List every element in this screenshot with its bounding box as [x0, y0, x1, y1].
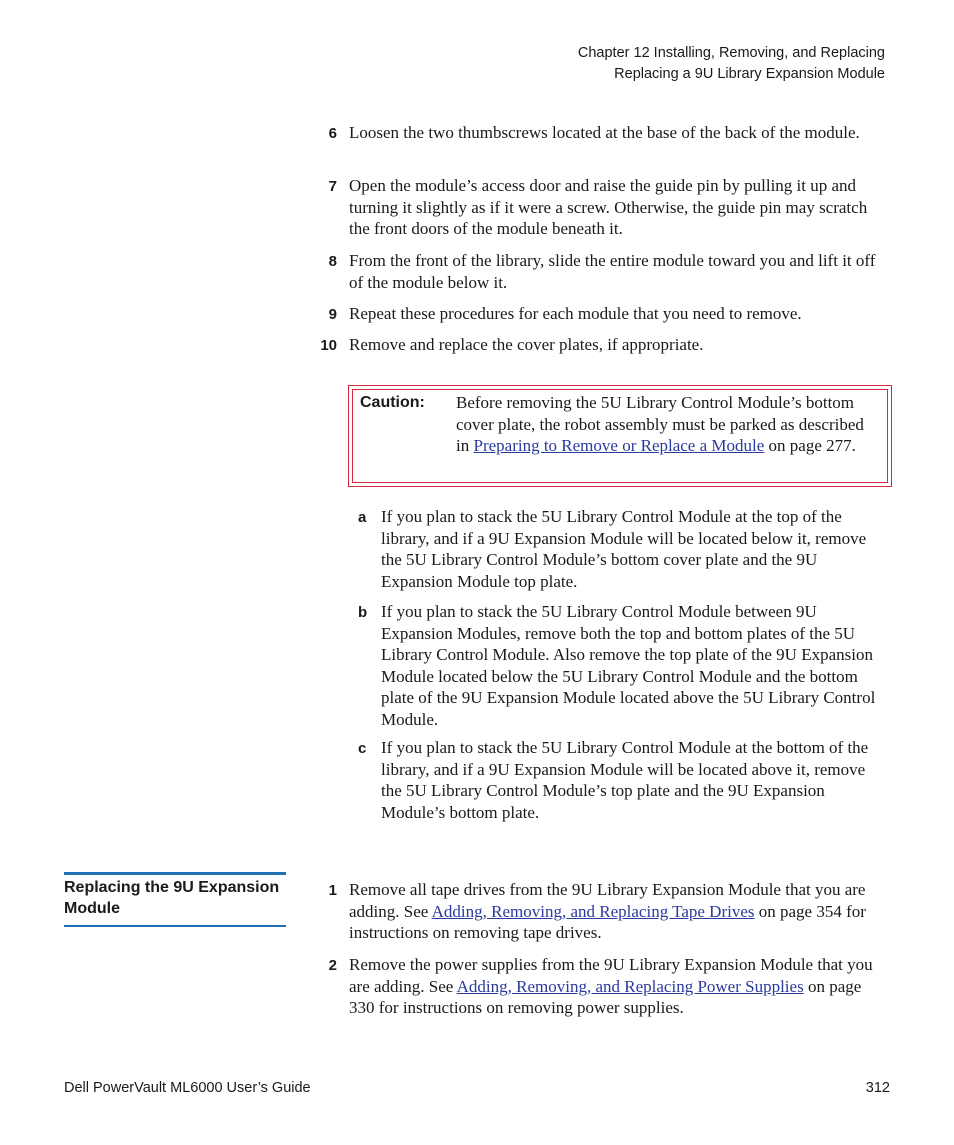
step-number: 10 [320, 337, 337, 354]
step-number: 1 [328, 882, 337, 899]
step-item [310, 250, 890, 293]
step-text-before: Remove the power supplies from the 9U Library Expansion Module that you are adding. See [349, 955, 873, 996]
caution-text-before: Before removing the 5U Library Control Module’s bottom cover plate, the robot assembly must be parked as described in [456, 393, 864, 455]
step-text: Loosen the two thumbscrews located at the base of the back of the module. [349, 123, 860, 142]
side-heading-rule-top [64, 872, 286, 875]
cross-reference-link[interactable]: Adding, Removing, and Replacing Power Supplies [456, 976, 804, 996]
header-section: Replacing a 9U Library Expansion Module [614, 65, 885, 82]
substep-text: If you plan to stack the 5U Library Control Module at the top of the library, and if a 9U Expansion Module will be located below it, remove the 5U Library Control Module’s bottom cover plate and the 9U Expansion Module top plate. [381, 507, 867, 591]
step-text-before: Remove all tape drives from the 9U Library Expansion Module that you are adding. See [349, 880, 866, 921]
caution-label: Caution: [360, 394, 425, 411]
step-item [310, 303, 890, 325]
step-text-after: on page 354 for instructions on removing tape drives. [349, 901, 866, 942]
step-item [310, 175, 890, 240]
footer-title: Dell PowerVault ML6000 User’s Guide [64, 1080, 311, 1096]
side-heading: Replacing the 9U Expansion Module [64, 879, 280, 917]
side-heading-rule-bottom [64, 925, 286, 927]
substep-item [350, 506, 890, 592]
step-number: 9 [328, 306, 337, 323]
step-text [349, 954, 890, 1019]
cross-reference-link[interactable]: Adding, Removing, and Replacing Tape Drives [431, 901, 755, 921]
step-number: 7 [328, 178, 337, 195]
page-number: 312 [865, 1080, 890, 1096]
substep-letter: c [358, 740, 367, 757]
step-item [310, 122, 890, 144]
substep-text: If you plan to stack the 5U Library Control Module between 9U Expansion Modules, remove both the top and bottom plates of the 5U Library Control Module. Also remove the top plate of the 9U Expansion Module located below the 5U Library Control Module and the bottom plate of the 9U Expansion Module located above the 5U Library Control Module. [381, 602, 876, 729]
step-number: 2 [328, 957, 337, 974]
step-text-after: on page 330 for instructions on removing power supplies. [349, 976, 862, 1017]
step-text: Repeat these procedures for each module that you need to remove. [349, 304, 802, 323]
header-chapter: Chapter 12 Installing, Removing, and Replacing [577, 45, 885, 61]
caution-text-after: on page 277. [764, 436, 856, 455]
substep-item [350, 601, 890, 730]
substep-text: If you plan to stack the 5U Library Control Module at the bottom of the library, and if a 9U Expansion Module will be located above it, remove the 5U Library Control Module’s top plate and the 9U Expansion Module’s bottom plate. [381, 738, 869, 822]
step-text [349, 879, 890, 944]
step-item [310, 334, 890, 356]
substep-letter: b [358, 604, 368, 621]
substep-item [350, 737, 890, 823]
step-text: From the front of the library, slide the entire module toward you and lift it off of the module below it. [349, 251, 876, 292]
step-item [310, 954, 890, 1019]
step-number: 8 [328, 253, 337, 270]
caution-link[interactable]: Preparing to Remove or Replace a Module [473, 436, 765, 455]
step-text: Open the module’s access door and raise the guide pin by pulling it up and turning it slightly as if it were a screw. Otherwise, the guide pin may scratch the front doors of the module beneath it. [349, 176, 868, 238]
step-number: 6 [328, 125, 337, 142]
running-header [578, 43, 885, 84]
step-item [310, 879, 890, 944]
substep-letter: a [358, 509, 367, 526]
caution-text [456, 392, 876, 457]
step-text: Remove and replace the cover plates, if appropriate. [349, 335, 704, 354]
